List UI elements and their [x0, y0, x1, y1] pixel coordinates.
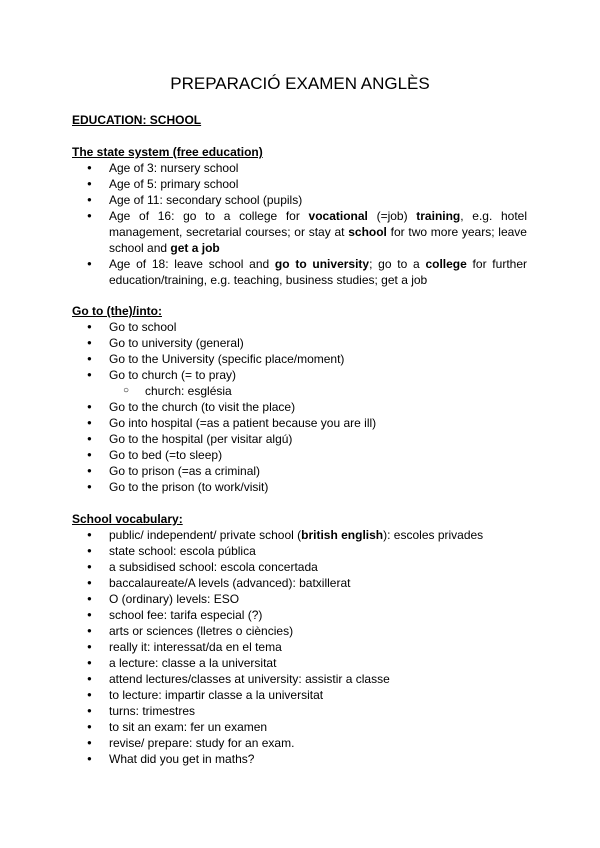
list-item: ● O (ordinary) levels: ESO	[109, 591, 527, 607]
list-item: ● school fee: tarifa especial (?)	[109, 607, 527, 623]
list-item: ● Age of 11: secondary school (pupils)	[109, 192, 527, 208]
list-item: ● What did you get in maths?	[109, 751, 527, 767]
list-item: ● Go to the hospital (per visitar algú)	[109, 431, 527, 447]
sub-list-item: ○ church: església	[145, 383, 527, 399]
list-item: ● baccalaureate/A levels (advanced): batxillerat	[109, 575, 527, 591]
list-item: ● Age of 3: nursery school	[109, 160, 527, 176]
list-item: ● Go to the church (to visit the place)	[109, 399, 527, 415]
list-item: ● arts or sciences (lletres o ciències)	[109, 623, 527, 639]
list-item: ● Go to prison (=as a criminal)	[109, 463, 527, 479]
go-to-list	[109, 319, 527, 495]
list-item: ● Go to church (= to pray) ○ church: església	[109, 367, 527, 399]
list-item: ● public/ independent/ private school (british english): escoles privades	[109, 527, 527, 543]
list-item: ● attend lectures/classes at university: assistir a classe	[109, 671, 527, 687]
list-item: ● Go to school	[109, 319, 527, 335]
list-item: ● Age of 18: leave school and go to university; go to a college for further education/training, e.g. teaching, business studies; get a job	[109, 256, 527, 288]
list-item: ● to sit an exam: fer un examen	[109, 719, 527, 735]
list-item: ● Age of 16: go to a college for vocational (=job) training, e.g. hotel management, secretarial courses; or stay at school for two more years; leave school and get a job	[109, 208, 527, 256]
list-item: ● Go to university (general)	[109, 335, 527, 351]
list-item: ● Go to bed (=to sleep)	[109, 447, 527, 463]
list-item: ● a subsidised school: escola concertada	[109, 559, 527, 575]
list-item: ● state school: escola pública	[109, 543, 527, 559]
list-item: ● Age of 5: primary school	[109, 176, 527, 192]
sub-list	[109, 383, 527, 399]
list-item: ● Go to the prison (to work/visit)	[109, 479, 527, 495]
list-item: ● Go to the University (specific place/moment)	[109, 351, 527, 367]
education-heading: EDUCATION: SCHOOL	[72, 113, 202, 127]
state-system-heading: The state system (free education)	[72, 145, 263, 159]
list-item: ● turns: trimestres	[109, 703, 527, 719]
vocab-heading: School vocabulary:	[72, 512, 183, 526]
state-system-list	[109, 160, 527, 288]
vocab-list	[109, 527, 527, 767]
page-title: PREPARACIÓ EXAMEN ANGLÈS	[170, 74, 430, 93]
list-item: ● Go into hospital (=as a patient because you are ill)	[109, 415, 527, 431]
go-to-heading: Go to (the)/into:	[72, 304, 162, 318]
list-item: ● to lecture: impartir classe a la universitat	[109, 687, 527, 703]
list-item: ● a lecture: classe a la universitat	[109, 655, 527, 671]
list-item: ● really it: interessat/da en el tema	[109, 639, 527, 655]
list-item: ● revise/ prepare: study for an exam.	[109, 735, 527, 751]
